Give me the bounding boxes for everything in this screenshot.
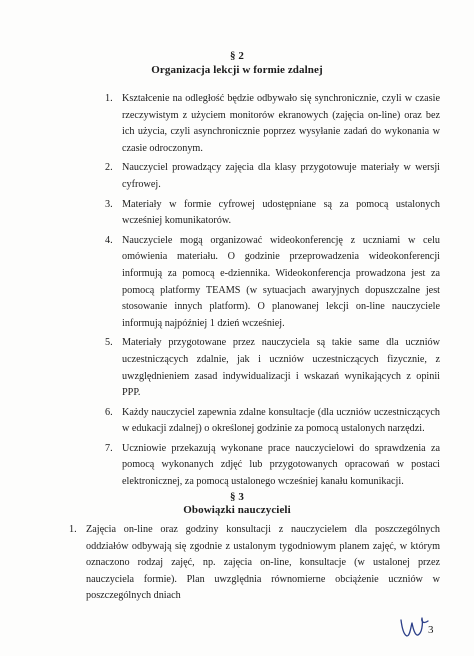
item-number: 4. <box>105 234 113 246</box>
item-number: 7. <box>105 442 113 454</box>
item-number: 5. <box>105 337 113 349</box>
list-item <box>105 335 440 401</box>
list-item <box>105 233 440 333</box>
item-text: Materiały w formie cyfrowej udostępniane są za pomocą ustalonych wcześniej komunikatorów. <box>122 198 440 227</box>
item-number: 1. <box>69 524 77 535</box>
item-text: Kształcenie na odległość będzie odbywało się synchronicznie, czyli w czasie rzeczywistym z użyciem monitorów ekranowych (zajęcia on-line) oraz bez ich użycia, czyli asynchronicznie poprzez wysyłanie zadań do wykonania w czasie odroczonym. <box>122 93 440 154</box>
section-2-title: Organizacja lekcji w formie zdalnej <box>151 64 323 76</box>
list-item <box>69 522 440 605</box>
item-number: 1. <box>105 93 113 104</box>
item-text: Zajęcia on-line oraz godziny konsultacji z nauczycielem dla poszczególnych oddziałów odbywają się zgodnie z ustalonym tygodniowym planem zajęć, w którym oznaczono rodzaj zajęć, np. zajęcia on-line, konsultacje (w ustalonej przez nauczyciela formie). Plan uwzględnia równomierne obciążenie uczniów w poszczególnych dniach <box>86 524 440 602</box>
section-3-title: Obowiązki nauczycieli <box>183 504 291 516</box>
list-item <box>105 91 440 157</box>
section-3-mark: § 3 <box>229 491 245 503</box>
item-number: 6. <box>105 406 113 418</box>
section-2-mark: § 2 <box>229 50 245 62</box>
item-text: Materiały przygotowane przez nauczyciela są takie same dla uczniów uczestniczących zdalnie, jak i uczniów uczestniczących fizycznie, z uwzględnieniem zasad indywidualizacji i wskazań wynikających z opinii PPP. <box>122 337 440 399</box>
section-3-list <box>69 522 440 608</box>
page-number: 3 <box>428 624 434 636</box>
handwritten-initials-signature <box>398 614 432 640</box>
item-text: Nauczyciele mogą organizować wideokonferencję z uczniami w celu omówienia materiału. O godzinie przeprowadzenia wideokonferencji informują za pomocą e-dziennika. Wideokonferencja prowadzona jest za pomocą platformy TEAMS (w sytuacjach awaryjnych dopuszczalne jest stosowanie innych platform). O planowanej lekcji on-line nauczyciele informują najpóźniej 1 dzień wcześniej. <box>122 234 440 329</box>
item-text: Uczniowie przekazują wykonane prace nauczycielowi do sprawdzenia za pomocą wykonanych zdjęć lub przygotowanych opracowań w postaci elektronicznej, za pomocą ustalonego wcześniej kanału komunikacji. <box>122 442 440 488</box>
list-item <box>105 441 440 491</box>
list-item <box>105 405 440 438</box>
item-text: Nauczyciel prowadzący zajęcia dla klasy przygotowuje materiały w wersji cyfrowej. <box>122 162 440 190</box>
item-number: 3. <box>105 198 113 210</box>
item-number: 2. <box>105 162 113 174</box>
list-item <box>105 160 440 193</box>
section-2-list <box>105 91 440 494</box>
list-item <box>105 197 440 230</box>
item-text: Każdy nauczyciel zapewnia zdalne konsultacje (dla uczniów uczestniczących w edukacji zdalnej) o określonej godzinie za pomocą ustalonych narzędzi. <box>122 406 440 435</box>
